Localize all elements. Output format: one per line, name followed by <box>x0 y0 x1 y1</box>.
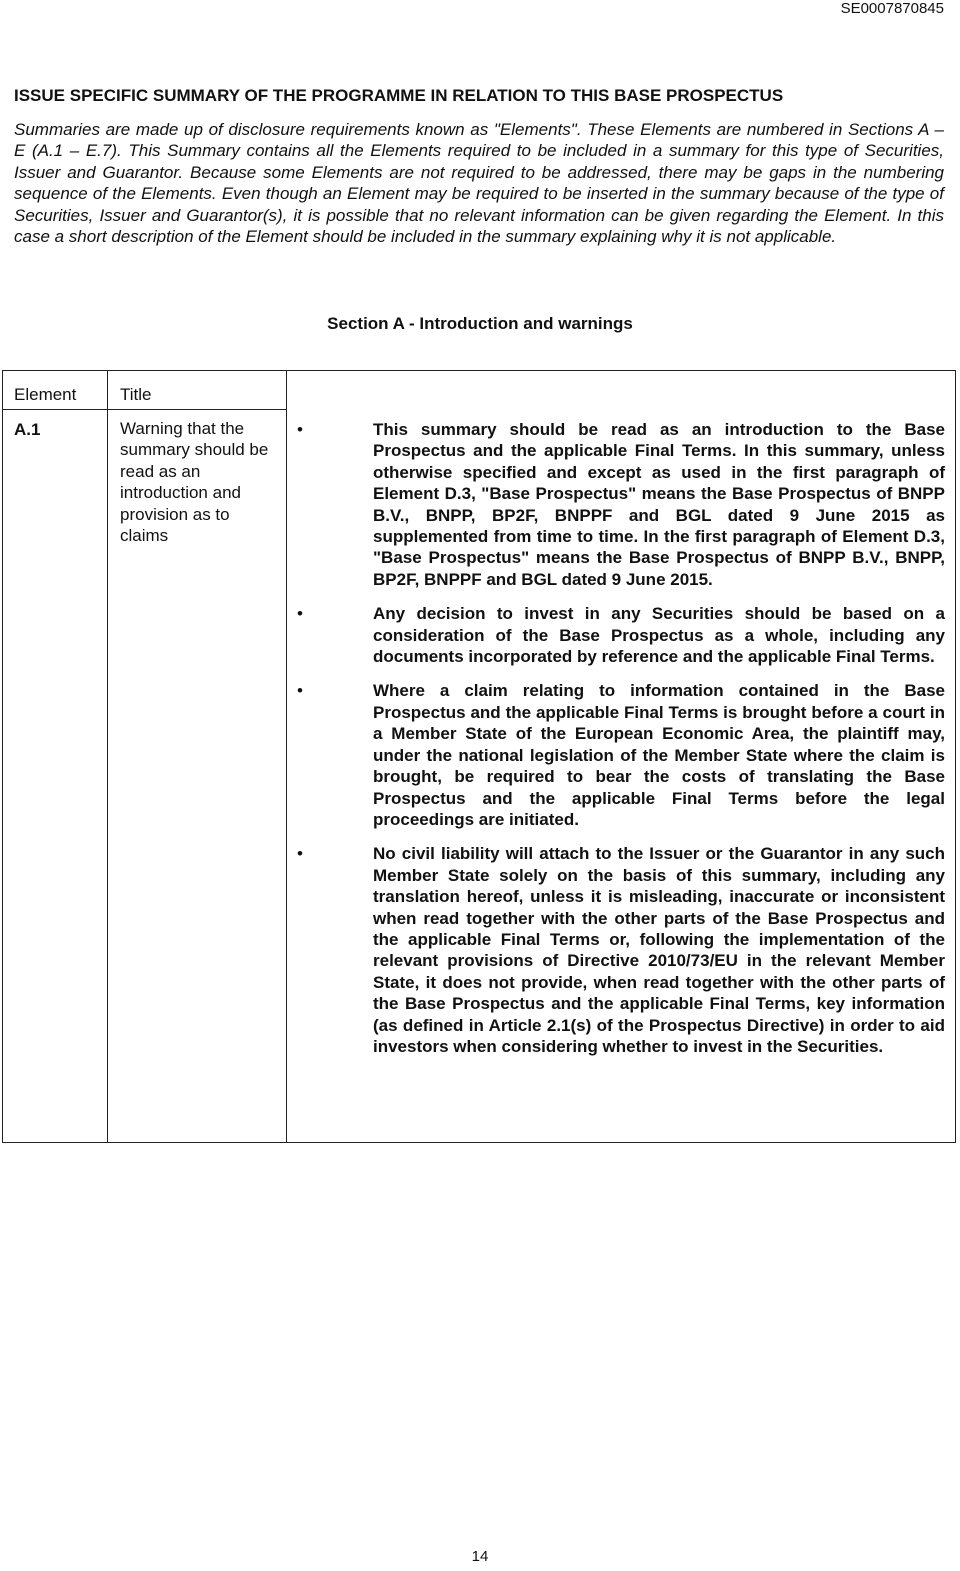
list-item <box>297 680 945 830</box>
column-divider <box>107 371 108 1142</box>
header-divider <box>3 409 107 410</box>
intro-paragraph: Summaries are made up of disclosure requirements known as "Elements". These Elements are numbered in Sections A – E (A.1 – E.7). This Summary contains all the Elements required to be included in a summary for this type of Securities, Issuer and Guarantor. Because some Elements are not required to be addressed, there may be gaps in the numbering sequence of the Elements. Even though an Element may be required to be inserted in the summary because of the type of Securities, Issuer and Guarantor(s), it is possible that no relevant information can be given regarding the Element. In this case a short description of the Element should be included in the summary explaining why it is not applicable. <box>14 120 944 247</box>
bullet-icon: • <box>297 604 303 624</box>
element-content-list <box>297 419 945 1070</box>
bullet-icon: • <box>297 681 303 701</box>
document-id: SE0007870845 <box>840 0 944 17</box>
bullet-icon: • <box>297 844 303 864</box>
bullet-text: No civil liability will attach to the Issuer or the Guarantor in any such Member State solely on the basis of this summary, including any translation hereof, unless it is misleading, inaccurate or inconsistent when read together with the other parts of the Base Prospectus and the applicable Final Terms or, following the implementation of the relevant provisions of Directive 2010/73/EU in the relevant Member State, it does not provide, when read together with the other parts of the Base Prospectus and the applicable Final Terms, key information (as defined in Article 2.1(s) of the Prospectus Directive) in order to aid investors when considering whether to invest in the Securities. <box>373 844 945 1056</box>
element-code: A.1 <box>14 420 41 439</box>
summary-table <box>2 370 956 1143</box>
list-item <box>297 419 945 590</box>
header-title: Title <box>120 385 152 404</box>
element-title: Warning that the summary should be read as an introduction and provision as to claims <box>120 419 269 546</box>
section-title: Section A - Introduction and warnings <box>327 314 633 333</box>
list-item <box>297 843 945 1057</box>
header-element: Element <box>14 385 77 404</box>
bullet-text: Any decision to invest in any Securities should be based on a consideration of the Base Prospectus as a whole, including any documents incorporated by reference and the applicable Final Terms. <box>373 604 945 667</box>
page-heading: ISSUE SPECIFIC SUMMARY OF THE PROGRAMME IN RELATION TO THIS BASE PROSPECTUS <box>14 86 784 105</box>
bullet-text: This summary should be read as an introduction to the Base Prospectus and the applicable Final Terms. In this summary, unless otherwise specified and except as used in the first paragraph of Element D.3, "Base Prospectus" means the Base Prospectus of BNPP B.V., BNPP, BP2F, BNPPF and BGL dated 9 June 2015 as supplemented from time to time. In the first paragraph of Element D.3, "Base Prospectus" means the Base Prospectus of BNPP B.V., BNPP, BP2F, BNPPF and BGL dated 9 June 2015. <box>373 420 945 589</box>
bullet-icon: • <box>297 420 303 439</box>
list-item <box>297 603 945 667</box>
column-divider <box>286 371 287 1142</box>
page-number: 14 <box>471 1548 489 1565</box>
header-divider <box>108 409 286 410</box>
bullet-text: Where a claim relating to information contained in the Base Prospectus and the applicable Final Terms is brought before a court in a Member State of the European Economic Area, the plaintiff may, under the national legislation of the Member State where the claim is brought, be required to bear the costs of translating the Base Prospectus and the applicable Final Terms before the legal proceedings are initiated. <box>373 681 945 829</box>
